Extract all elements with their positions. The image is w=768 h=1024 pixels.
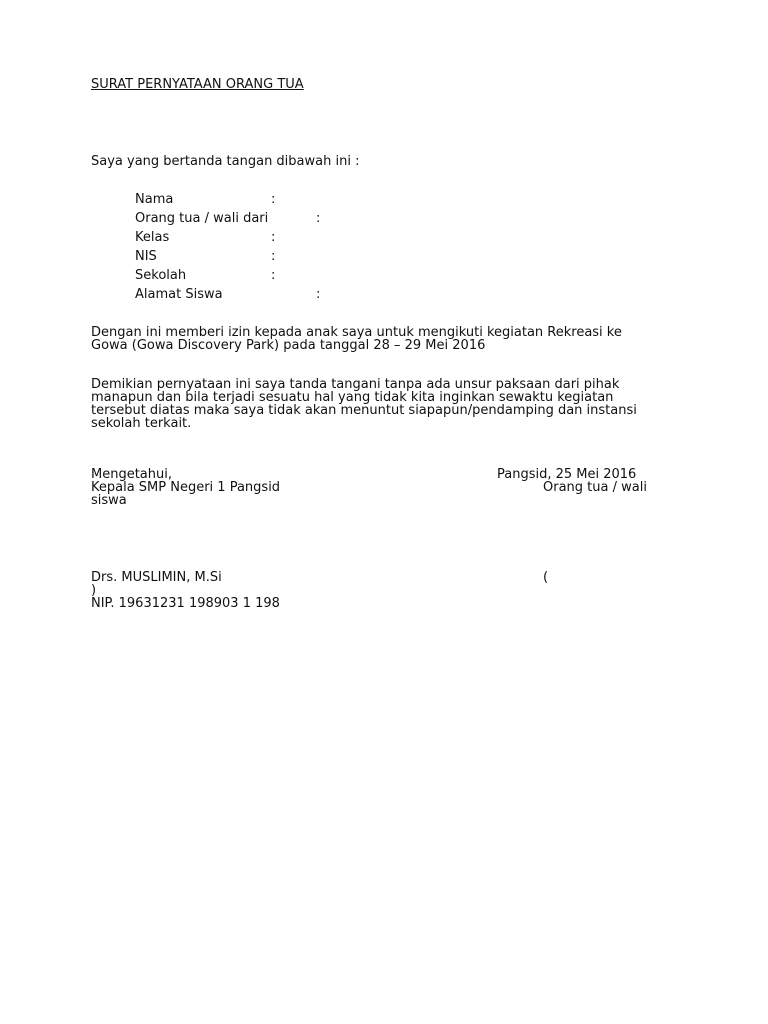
principal-role: Kepala SMP Negeri 1 Pangsid (91, 480, 281, 495)
acknowledge-text: Mengetahui, (91, 467, 172, 482)
statement-line: manapun dan bila terjadi sesuatu hal yang tidak kita inginkan sewaktu kegiatan (91, 390, 614, 405)
field-colon-alamat: : (316, 287, 321, 302)
place-date: Pangsid, 25 Mei 2016 (497, 467, 637, 482)
field-label-sekolah: Sekolah (135, 268, 187, 283)
open-paren: ( (543, 570, 549, 585)
field-colon-orang-tua: : (316, 211, 321, 226)
field-label-alamat: Alamat Siswa (135, 287, 223, 302)
field-label-nis: NIS (135, 249, 157, 264)
permission-line: Dengan ini memberi izin kepada anak saya untuk mengikuti kegiatan Rekreasi ke (91, 325, 622, 340)
statement-line: tersebut diatas maka saya tidak akan menuntut siapapun/pendamping dan instansi (91, 403, 637, 418)
statement-line: Demikian pernyataan ini saya tanda tangani tanpa ada unsur paksaan dari pihak (91, 377, 620, 392)
field-label-orang-tua: Orang tua / wali dari (135, 211, 269, 226)
principal-name: Drs. MUSLIMIN, M.Si (91, 570, 222, 585)
parent-role-wrap: siswa (91, 493, 127, 508)
parent-role: Orang tua / wali (543, 480, 647, 495)
field-colon-kelas: : (271, 230, 276, 245)
intro-text: Saya yang bertanda tangan dibawah ini : (91, 154, 360, 169)
field-colon-sekolah: : (271, 268, 276, 283)
field-colon-nis: : (271, 249, 276, 264)
permission-line: Gowa (Gowa Discovery Park) pada tanggal 28 – 29 Mei 2016 (91, 338, 486, 353)
principal-nip: NIP. 19631231 198903 1 198 (91, 596, 280, 611)
statement-line: sekolah terkait. (91, 416, 192, 431)
statement-paragraph (91, 378, 691, 430)
field-label-kelas: Kelas (135, 230, 170, 245)
field-label-nama: Nama (135, 192, 174, 207)
close-paren: ) (91, 583, 97, 598)
permission-paragraph (91, 326, 691, 352)
document-title: SURAT PERNYATAAN ORANG TUA (91, 77, 304, 92)
field-colon-nama: : (271, 192, 276, 207)
